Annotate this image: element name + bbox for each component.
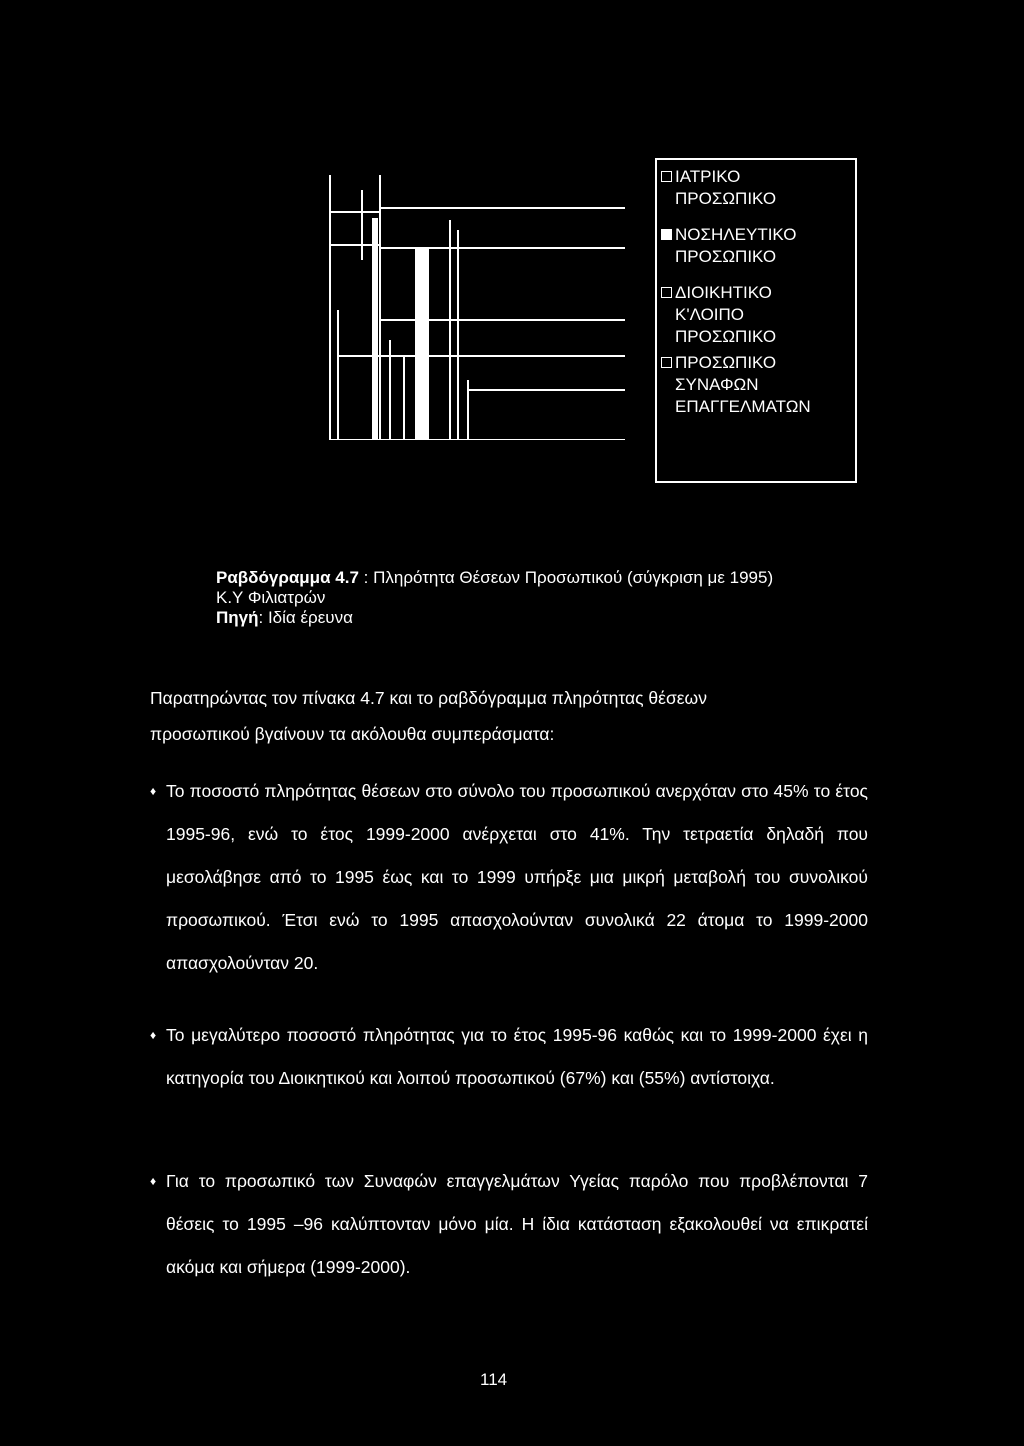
caption-source-text: : Ιδία έρευνα bbox=[258, 608, 353, 627]
bar-chart-graphic bbox=[320, 160, 650, 440]
legend-swatch-empty-icon bbox=[661, 357, 672, 368]
diamond-bullet-icon: ♦ bbox=[150, 1028, 157, 1042]
legend-label: ΝΟΣΗΛΕΥΤΙΚΟ ΠΡΟΣΩΠΙΚΟ bbox=[675, 225, 797, 266]
caption-number: 4.7 bbox=[335, 568, 359, 587]
chart-legend bbox=[655, 158, 857, 483]
intro-line: προσωπικού βγαίνουν τα ακόλουθα συμπεράσματα: bbox=[150, 724, 555, 744]
legend-entry-medical bbox=[661, 166, 855, 210]
legend-swatch-empty-icon bbox=[661, 287, 672, 298]
diamond-bullet-icon: ♦ bbox=[150, 784, 157, 798]
bullet-item bbox=[150, 1160, 868, 1289]
legend-label: ΙΑΤΡΙΚΟ ΠΡΟΣΩΠΙΚΟ bbox=[675, 167, 777, 208]
caption-line2: Κ.Υ Φιλιατρών bbox=[216, 588, 326, 607]
legend-entry-nursing bbox=[661, 224, 855, 268]
bullet-text: Το ποσοστό πληρότητας θέσεων στο σύνολο του προσωπικού ανερχόταν στο 45% το έτος 1995-96, ενώ το έτος 1999-2000 ανέρχεται στο 41%. Την τετραετία δηλαδή που μεσολάβησε από το 1995 έως και το 1999 υπήρξε μια μικρή μεταβολή του συνολικού προσωπικού. Έτσι ενώ το 1995 απασχολούνταν συνολικά 22 άτομα το 1999-2000 απασχολούνταν 20. bbox=[166, 781, 868, 973]
bullet-item bbox=[150, 770, 868, 985]
legend-label: ΔΙΟΙΚΗΤΙΚΟ Κ'ΛΟΙΠΟ ΠΡΟΣΩΠΙΚΟ bbox=[675, 283, 777, 346]
caption-title: : Πληρότητα Θέσεων Προσωπικού (σύγκριση με 1995) bbox=[358, 568, 774, 587]
legend-swatch-filled-icon bbox=[661, 229, 672, 240]
bullet-text: Το μεγαλύτερο ποσοστό πληρότητας για το έτος 1995-96 καθώς και το 1999-2000 έχει η κατηγορία του Διοικητικού και λοιπού προσωπικού (67%) και (55%) αντίστοιχα. bbox=[166, 1025, 868, 1088]
figure-caption bbox=[216, 568, 773, 628]
caption-source-label: Πηγή bbox=[216, 608, 259, 627]
bullet-text: Για το προσωπικό των Συναφών επαγγελμάτων Υγείας παρόλο που προβλέπονται 7 θέσεις το 1995 –96 καλύπτονταν μόνο μία. Η ίδια κατάσταση εξακολουθεί να επικρατεί ακόμα και σήμερα (1999-2000). bbox=[166, 1171, 868, 1277]
bar-chart-fragment bbox=[320, 160, 650, 440]
legend-label: ΠΡΟΣΩΠΙΚΟ ΣΥΝΑΦΩΝ ΕΠΑΓΓΕΛΜΑΤΩΝ bbox=[675, 353, 811, 416]
legend-entry-administrative bbox=[661, 282, 855, 348]
caption-label: Ραβδόγραμμα bbox=[216, 568, 331, 587]
legend-swatch-empty-icon bbox=[661, 171, 672, 182]
page-number: 114 bbox=[480, 1370, 508, 1389]
intro-line: Παρατηρώντας τον πίνακα 4.7 και το ραβδόγραμμα πληρότητας θέσεων bbox=[150, 688, 707, 708]
intro-paragraph bbox=[150, 680, 868, 752]
bullet-item bbox=[150, 1014, 868, 1100]
diamond-bullet-icon: ♦ bbox=[150, 1174, 157, 1188]
legend-entry-allied bbox=[661, 352, 855, 418]
